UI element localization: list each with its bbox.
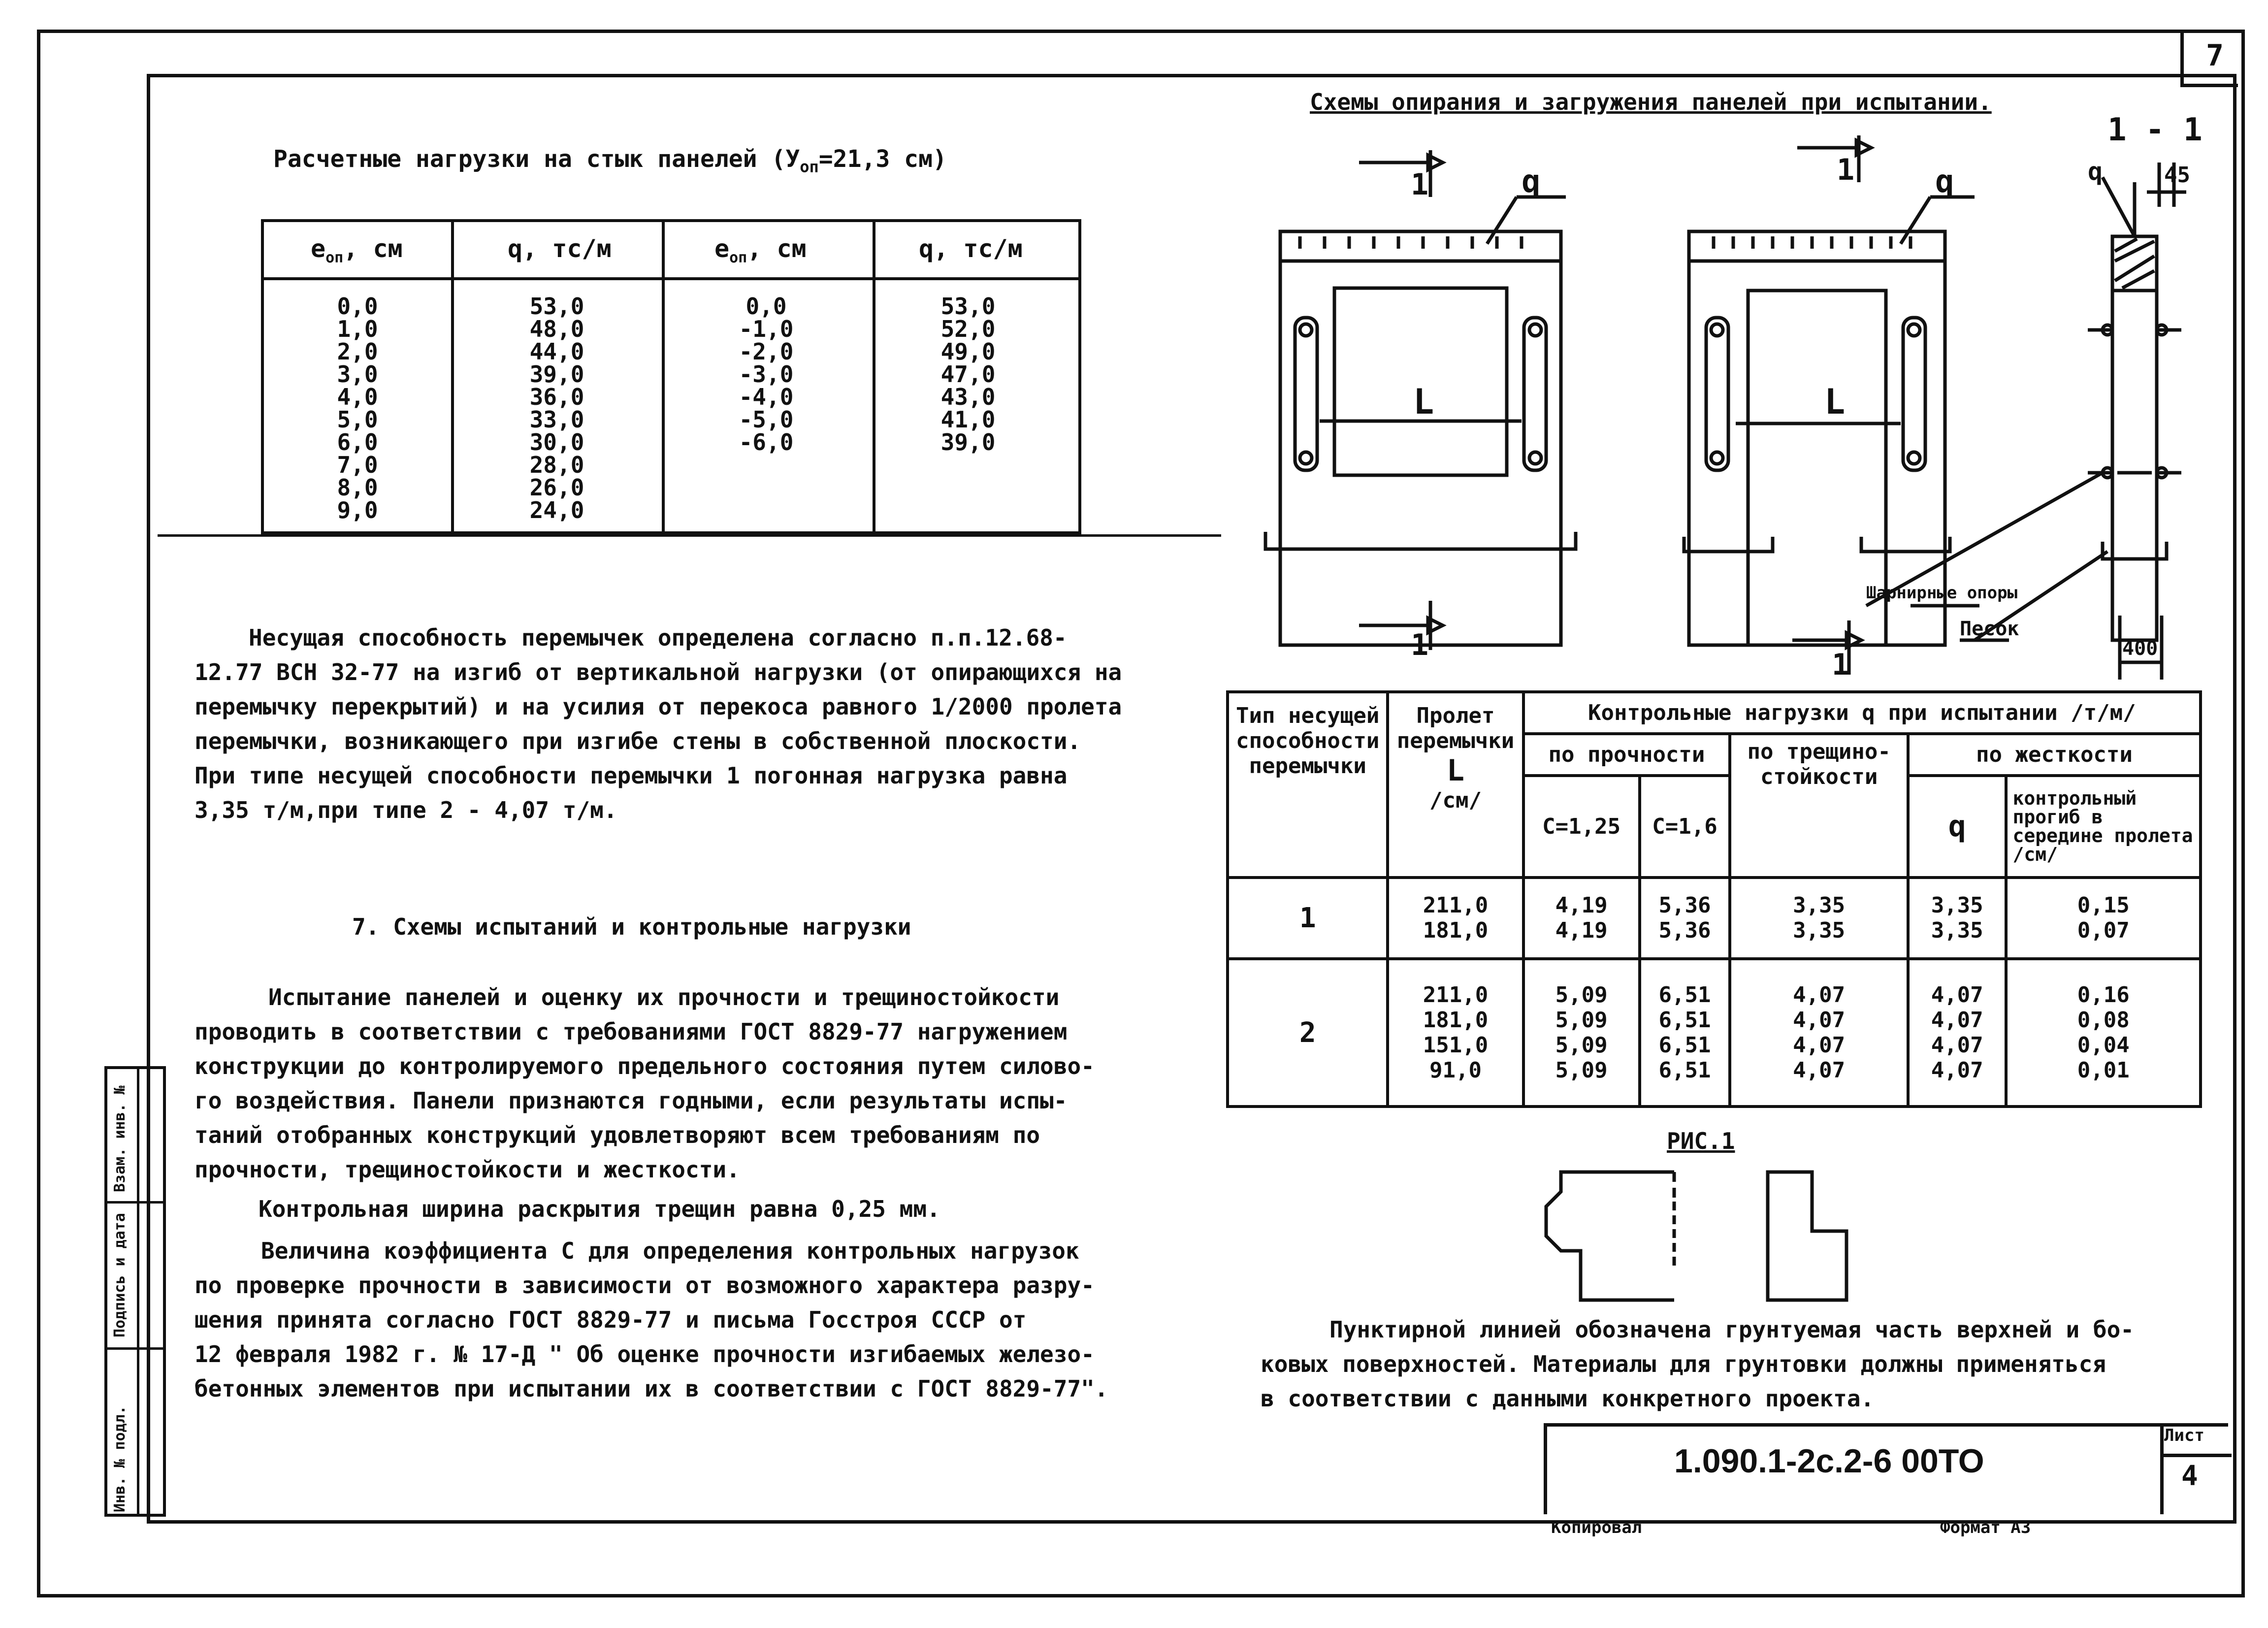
cell: 5,09 [1555,1008,1608,1033]
schemes-title: Схемы опирания и загружения панелей при испытании. [1310,89,1992,115]
cell: 0,0 [337,293,378,320]
cell: 28,0 [529,452,584,478]
cell: 6,0 [337,429,378,456]
type2-q [1908,959,2007,1107]
header-q: q [1908,776,2007,878]
cell: 5,09 [1555,1033,1608,1058]
text-line: Пунктирной линией обозначена грунтуемая часть верхней и бо- [1329,1316,2134,1343]
hinge-label: Шарнирные опоры [1866,583,2018,603]
type2-c2 [1640,959,1730,1107]
text-line: 12.77 ВСН 32-77 на изгиб от вертикальной нагрузки (от опирающихся на [194,659,1122,685]
type2-spans [1388,959,1523,1107]
testing-paragraph [194,980,1095,1187]
cell: 4,07 [1931,1033,1983,1058]
cell: 3,35 [1793,918,1846,944]
stamp-signature-label: Подпись и дата [111,1213,129,1337]
cell: 30,0 [529,429,584,456]
cell: 6,51 [1658,982,1711,1008]
type2-crack [1730,959,1908,1107]
scheme2-section-top-label: 1 [1837,153,1855,187]
type2-defl [2006,959,2201,1107]
cell: 4,07 [1931,1058,1983,1083]
crack-width-text: Контрольная ширина раскрытия трещин равна 0,25 мм. [259,1196,940,1222]
type1-spans [1388,878,1523,959]
cell: 3,35 [1931,918,1983,944]
cell: 7,0 [337,452,378,478]
scheme2-q-label: q [1935,163,1954,200]
dim-45: 45 [2164,163,2190,188]
text-line: в соответствии с данными конкретного проекта. [1261,1385,1875,1412]
cell: 4,07 [1931,1008,1983,1033]
cell: 1,0 [337,316,378,342]
cell: -4,0 [739,384,794,410]
cell: 4,07 [1793,1033,1846,1058]
cell: 5,36 [1658,918,1711,944]
scheme2-L-label: L [1824,382,1846,422]
copied-label: Копировал [1551,1518,1642,1537]
header-span-label: Пролет перемычки [1396,703,1515,753]
header-strength: по прочности [1523,734,1730,776]
scheme1-q-label: q [1522,163,1541,200]
cell: 4,07 [1793,1058,1846,1083]
cell: -3,0 [739,361,794,388]
sheet-label: Лист [2164,1426,2204,1445]
loads-title: Расчетные нагрузки на стык панелей ($У_{оп}=21,3$ см) [273,145,947,176]
cell: 4,19 [1555,893,1608,918]
cell: -1,0 [739,316,794,342]
text-line: бетонных элементов при испытании их в соответствии с ГОСТ 8829-77". [194,1375,1108,1402]
text-line: го воздействия. Панели признаются годными, если результаты испы- [194,1087,1068,1114]
text-line: При типе несущей способности перемычки 1 погонная нагрузка равна [194,762,1068,789]
cell: 8,0 [337,474,378,501]
loads-header-q1: q, тс/м [508,234,612,263]
cell: 5,09 [1555,982,1608,1008]
text-line: проводить в соответствии с требованиями ГОСТ 8829-77 нагружением [194,1018,1068,1045]
type1-q [1908,878,2007,959]
type1-c2 [1640,878,1730,959]
text-line: 3,35 т/м,при типе 2 - 4,07 т/м. [194,797,617,823]
cell: 181,0 [1423,1008,1489,1033]
text-line: таний отобранных конструкций удовлетворяют всем требованиям по [194,1122,1040,1148]
cell: 5,09 [1555,1058,1608,1083]
cell: 4,07 [1931,982,1983,1008]
cell: 4,19 [1555,918,1608,944]
text-line: ковых поверхностей. Материалы для грунтовки должны применяться [1261,1351,2106,1377]
text-line: 12 февраля 1982 г. № 17-Д " Об оценке прочности изгибаемых железо- [194,1341,1095,1368]
text-line: перемычку перекрытий) и на усилия от перекоса равного 1/2000 пролета [194,693,1122,720]
schemes-drawing [1221,113,2206,689]
figure-label: РИС.1 [1667,1128,1735,1154]
sand-label: Песок [1960,618,2019,640]
loads-header-e1: $е_{оп}$, см [311,234,403,266]
scheme1-L-label: L [1413,382,1434,422]
text-line: Несущая способность перемычек определена согласно п.п.12.68- [249,624,1067,651]
loads-col-q1 [527,295,586,521]
cell: 9,0 [337,497,378,523]
cell: 151,0 [1423,1033,1489,1058]
cell: 0,08 [2077,1008,2130,1033]
cell: 52,0 [940,316,996,342]
cell: 0,16 [2077,982,2130,1008]
cell: 39,0 [940,429,996,456]
cell: 26,0 [529,474,584,501]
cell: 181,0 [1423,918,1489,944]
loads-header-e2: $е_{оп}$, см [714,234,807,266]
header-deflection: контрольный прогиб в середине пролета /см/ [2006,776,2201,878]
cell: -6,0 [739,429,794,456]
text-line: Величина коэффициента С для определения контрольных нагрузок [261,1237,1079,1264]
header-c16: С=1,6 [1640,776,1730,878]
type1-crack [1730,878,1908,959]
cell: 41,0 [940,406,996,433]
document-code: 1.090.1-2с.2-6 00ТО [1674,1442,1984,1480]
cell: 4,07 [1793,1008,1846,1033]
text-line: шения принята согласно ГОСТ 8829-77 и письма Госстроя СССР от [194,1306,1027,1333]
cell: 2,0 [337,338,378,365]
header-stiffness: по жесткости [1908,734,2201,776]
text-line: Испытание панелей и оценку их прочности и трещиностойкости [268,984,1060,1010]
cell: 53,0 [940,293,996,320]
cell: 39,0 [529,361,584,388]
loads-header-q2: q, тс/м [919,234,1023,263]
header-crack: по трещино- стойкости [1730,734,1908,878]
type-2: 2 [1228,959,1388,1107]
cell: 0,04 [2077,1033,2130,1058]
cell: 48,0 [529,316,584,342]
cell: 91,0 [1429,1058,1482,1083]
scheme1-section-bottom-label: 1 [1411,628,1429,662]
text-line: прочности, трещиностойкости и жесткости. [194,1156,740,1183]
cell: 211,0 [1423,893,1489,918]
section-label: 1 - 1 [2107,113,2203,148]
figure-1-profile [1531,1152,1906,1310]
cell: 4,0 [337,384,378,410]
cell: 0,0 [745,293,787,320]
cell: 6,51 [1658,1058,1711,1083]
header-c125: С=1,25 [1523,776,1640,878]
cell: 53,0 [529,293,584,320]
type1-defl [2006,878,2201,959]
cell: 49,0 [940,338,996,365]
header-span-unit: /см/ [1429,788,1482,813]
cell: 0,07 [2077,918,2130,944]
cell: 5,0 [337,406,378,433]
cell: 3,35 [1931,893,1983,918]
cell: 3,35 [1793,893,1846,918]
cell: -2,0 [739,338,794,365]
text-line: конструкции до контролируемого предельного состояния путем силово- [194,1053,1095,1079]
cell: 0,15 [2077,893,2130,918]
cell: 5,36 [1658,893,1711,918]
format-label: Формат А3 [1940,1518,2031,1537]
cell: 6,51 [1658,1033,1711,1058]
sheet-number: 4 [2181,1460,2198,1492]
cell: 24,0 [529,497,584,523]
loads-table [261,219,1081,534]
header-loads: Контрольные нагрузки q при испытании /т/м/ [1523,692,2201,734]
cell: 3,0 [337,361,378,388]
stamp-substitute-label: Взам. инв. № [111,1085,129,1192]
stamp-inventory-label: Инв. № подл. [111,1405,129,1512]
scheme1-section-top-label: 1 [1411,167,1429,202]
corner-sheet-number: 7 [2206,38,2224,73]
text-line: перемычки, возникающего при изгибе стены в собственной плоскости. [194,728,1081,754]
cell: 0,01 [2077,1058,2130,1083]
bearing-paragraph [194,620,1122,827]
header-span [1388,692,1523,878]
text-line: по проверке прочности в зависимости от возможного характера разру- [194,1272,1095,1299]
header-span-L: L [1446,753,1465,788]
type1-c1 [1523,878,1640,959]
cell: 4,07 [1793,982,1846,1008]
cell: 47,0 [940,361,996,388]
loads-col-e1 [333,295,382,521]
note-paragraph [1261,1312,2134,1416]
section-q-label: q [2088,157,2103,186]
cell: 33,0 [529,406,584,433]
type-1: 1 [1228,878,1388,959]
cell: -5,0 [739,406,794,433]
side-stamp [104,1066,166,1517]
cell: 43,0 [940,384,996,410]
scheme2-section-bottom-label: 1 [1832,648,1850,682]
coefficient-paragraph [194,1234,1108,1406]
cell: 6,51 [1658,1008,1711,1033]
section-title: 7. Схемы испытаний и контрольные нагрузки [352,913,911,940]
type2-c1 [1523,959,1640,1107]
control-loads-table [1226,690,2202,1108]
divider-line [158,534,1221,537]
cell: 44,0 [529,338,584,365]
loads-col-e2 [737,295,796,454]
header-type: Тип несущей способности перемычки [1228,692,1388,878]
loads-col-q2 [939,295,998,454]
dim-400: 400 [2122,637,2158,660]
cell: 36,0 [529,384,584,410]
cell: 211,0 [1423,982,1489,1008]
